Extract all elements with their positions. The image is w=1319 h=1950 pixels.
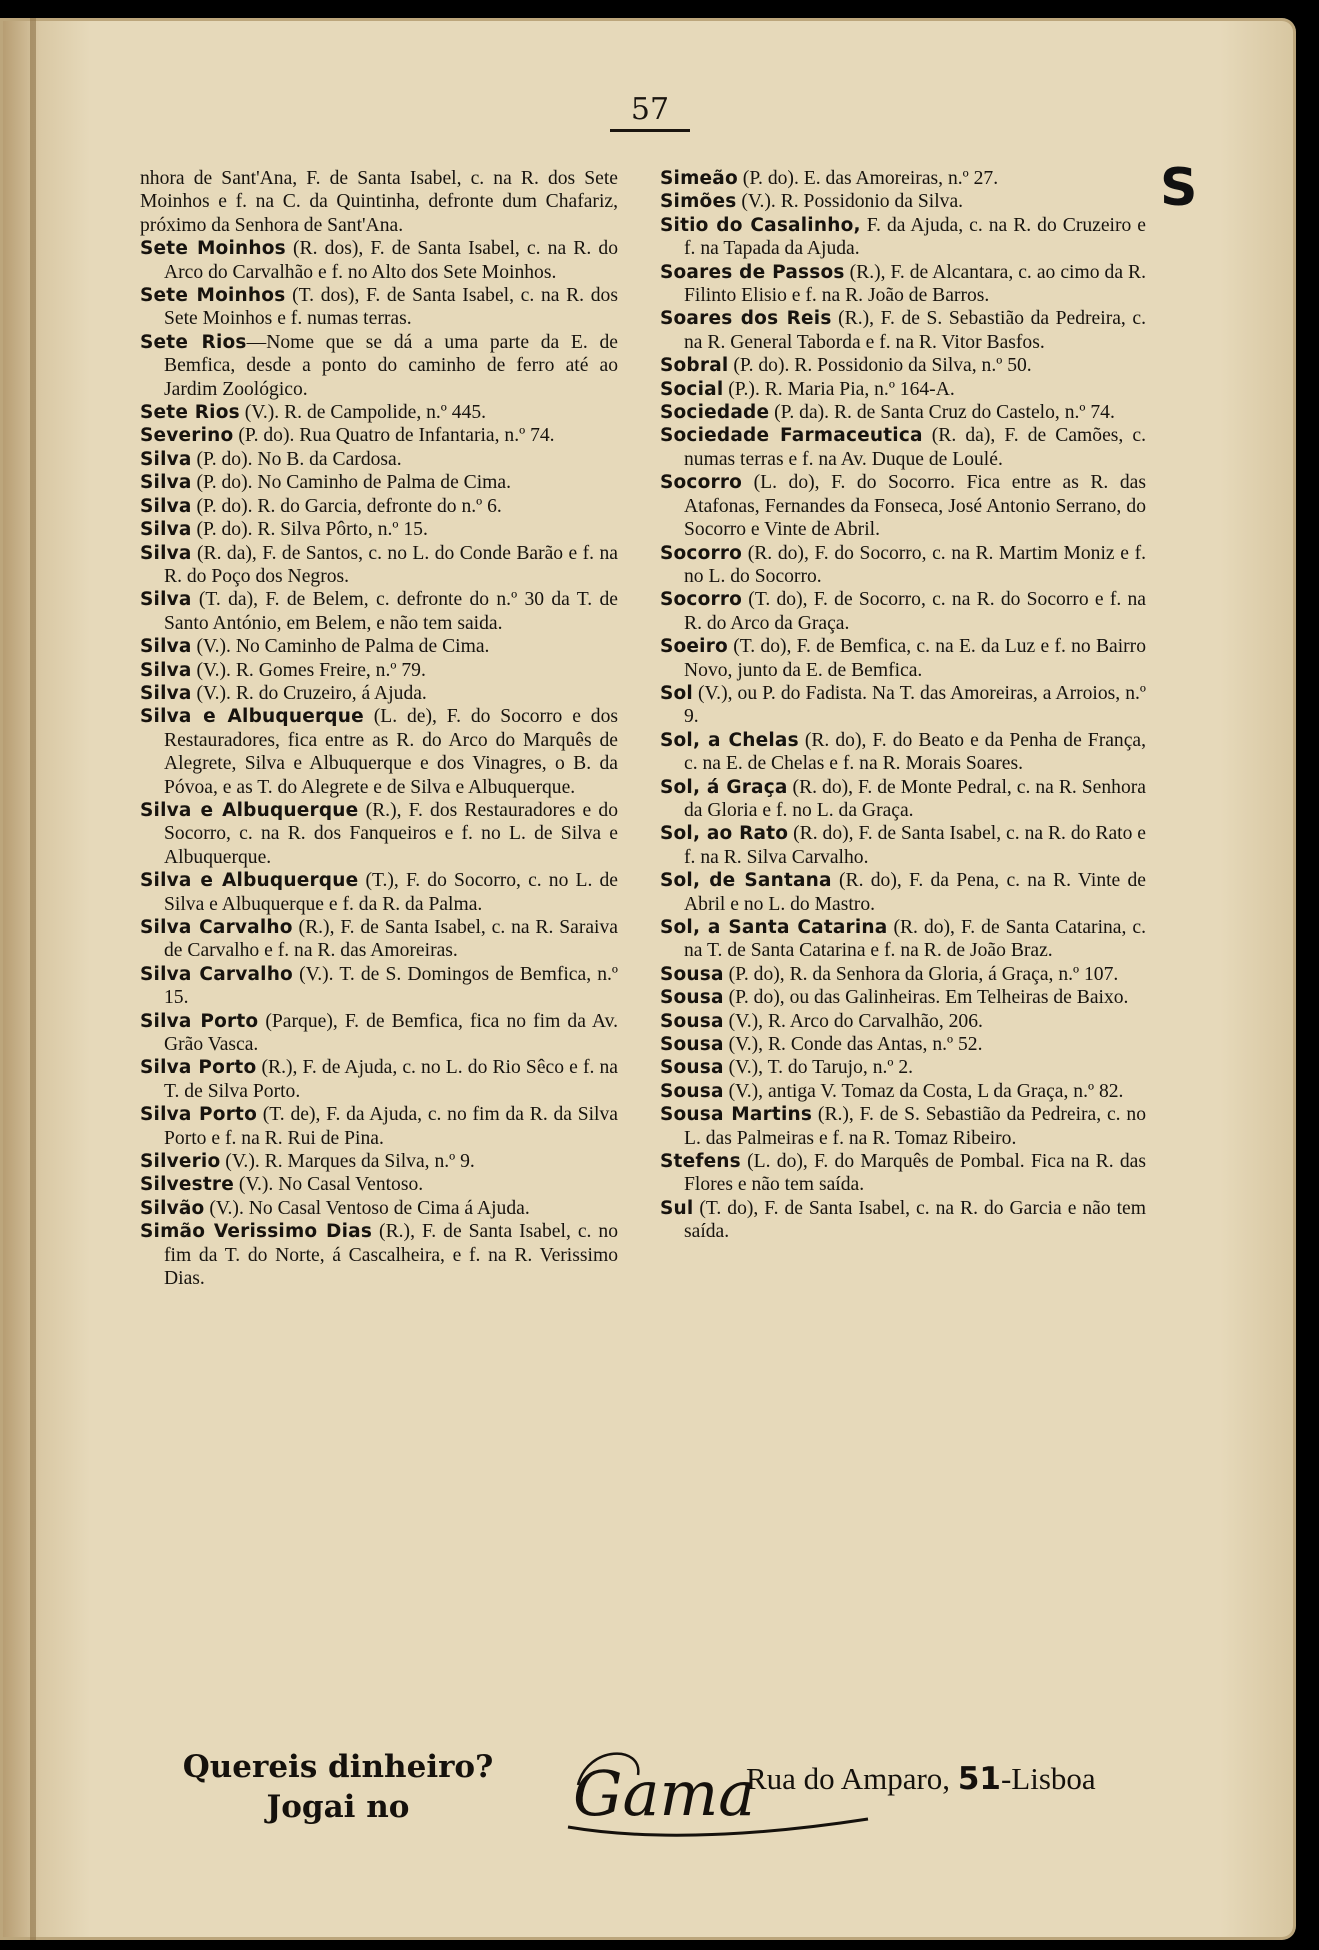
- entry-text: (V.). No Casal Ventoso.: [233, 1174, 424, 1196]
- entry-headword: Socorro: [660, 589, 743, 611]
- directory-entry: [140, 1010, 618, 1057]
- entry-headword: Sete Moinhos: [140, 238, 286, 260]
- entry-text: (R. do), F. de Monte Pedral, c. na R. Senhora da Gloria e f. no L. da Graça.: [684, 776, 1146, 821]
- directory-entry: [140, 916, 618, 963]
- address-city: -Lisboa: [1000, 1761, 1096, 1796]
- directory-entry: [660, 1080, 1146, 1103]
- directory-entry: [140, 588, 618, 635]
- directory-entry: [660, 214, 1146, 261]
- entry-headword: Sousa Martins: [660, 1104, 813, 1126]
- directory-entry: [660, 401, 1146, 424]
- directory-entry: [140, 542, 618, 589]
- directory-entry: [140, 1150, 618, 1173]
- entry-text: (P. do). R. Silva Pôrto, n.º 15.: [191, 519, 428, 541]
- entry-headword: Sousa: [660, 987, 724, 1009]
- page-fold: [30, 18, 36, 1940]
- entry-headword: Sousa: [660, 1034, 724, 1056]
- directory-entry: [140, 799, 618, 869]
- directory-entry: [660, 261, 1146, 308]
- entry-headword: Sitio do Casalinho,: [660, 214, 861, 236]
- address-number: 51: [957, 1761, 1001, 1797]
- entry-headword: Silva: [140, 682, 192, 704]
- entry-text: (V.), R. Arco do Carvalhão, 206.: [723, 1010, 983, 1032]
- entry-headword: Silva: [140, 448, 192, 470]
- entry-text: (V.), R. Conde das Antas, n.º 52.: [723, 1034, 983, 1056]
- directory-entry: [660, 986, 1146, 1009]
- entry-headword: Soares dos Reis: [660, 308, 832, 330]
- entry-text: (P. da). R. de Santa Cruz do Castelo, n.º 74.: [769, 402, 1115, 424]
- entry-text: (V.). T. de S. Domingos de Bemfica, n.º 15.: [164, 963, 618, 1009]
- directory-entry: [140, 448, 618, 471]
- entry-text: (T.), F. do Socorro, c. no L. de Silva e Albuquerque e f. da R. da Palma.: [164, 870, 618, 915]
- entry-text: (R. do), F. do Beato e da Penha de França, c. na E. de Chelas e f. na R. Morais Soares.: [684, 729, 1147, 775]
- entry-headword: Sol, a Chelas: [660, 729, 799, 751]
- directory-entry: [660, 471, 1146, 541]
- entry-text: (R. da), F. de Santos, c. no L. do Conde Barão e f. na R. do Poço dos Negros.: [164, 542, 618, 587]
- entry-headword: Silvestre: [140, 1174, 234, 1196]
- directory-entry: [140, 1103, 618, 1150]
- directory-entry: [660, 1150, 1146, 1197]
- entry-headword: Sousa: [660, 963, 724, 985]
- entry-headword: Sul: [660, 1197, 694, 1219]
- entry-text: (P. do). R. Possidonio da Silva, n.º 50.: [728, 355, 1032, 377]
- entry-headword: Simeão: [660, 168, 738, 189]
- entry-text: (R.), F. de Santa Isabel, c. na R. Saraiva de Carvalho e f. na R. das Amoreiras.: [164, 917, 618, 962]
- entry-text: (V.). R. Marques da Silva, n.º 9.: [220, 1151, 475, 1173]
- entry-headword: Sobral: [660, 355, 729, 377]
- directory-entry: [140, 705, 618, 799]
- directory-entry: [660, 1056, 1146, 1079]
- directory-entry: [140, 284, 618, 331]
- directory-entry: [660, 916, 1146, 963]
- directory-entry: [660, 354, 1146, 377]
- directory-entry: [660, 588, 1146, 635]
- directory-entry: [660, 1010, 1146, 1033]
- entry-headword: Soares de Passos: [660, 261, 845, 283]
- entry-text: (V.). No Caminho de Palma de Cima.: [191, 636, 490, 658]
- entry-headword: Sol, de Santana: [660, 870, 832, 892]
- entry-headword: Sousa: [660, 1057, 724, 1079]
- entry-headword: Silva e Albuquerque: [140, 706, 364, 728]
- directory-entry: [140, 167, 618, 237]
- entry-text: (R. do), F. da Pena, c. na R. Vinte de Abril e no L. do Mastro.: [684, 870, 1147, 915]
- directory-entry: [140, 495, 618, 518]
- entry-text: (T. do), F. de Bemfica, c. na E. da Luz e f. no Bairro Novo, junto da E. de Bemfica.: [684, 636, 1146, 681]
- entry-headword: Sete Moinhos: [140, 285, 286, 307]
- advert-line-1: Quereis dinheiro?: [182, 1749, 494, 1785]
- entry-text: (P. do). R. do Garcia, defronte do n.º 6.: [191, 495, 502, 517]
- entry-headword: Sol: [660, 682, 693, 704]
- entry-headword: Sousa: [660, 1010, 724, 1032]
- entry-text: (P. do). No Caminho de Palma de Cima.: [191, 472, 512, 494]
- entry-text: (T. da), F. de Belem, c. defronte do n.º 30 da T. de Santo António, em Belem, e não tem saida.: [164, 589, 618, 634]
- directory-entry: [140, 1197, 618, 1220]
- entry-headword: Sociedade Farmaceutica: [660, 425, 923, 447]
- entry-headword: Sete Rios: [140, 402, 240, 424]
- entry-text: (R.), F. de Ajuda, c. no L. do Rio Sêco e f. na T. de Silva Porto.: [164, 1057, 618, 1102]
- entry-text: (R.), F. dos Restauradores e do Socorro, c. na R. dos Fanqueiros e f. no L. de Silva e Albuquerque.: [164, 799, 618, 868]
- directory-entry: [140, 869, 618, 916]
- entry-headword: Silva Porto: [140, 1104, 257, 1126]
- directory-entry: [660, 1033, 1146, 1056]
- entry-text: (V.). R. Gomes Freire, n.º 79.: [191, 659, 426, 681]
- right-column: [660, 167, 1146, 1244]
- directory-entry: [660, 1103, 1146, 1150]
- directory-entry: [140, 1056, 618, 1103]
- entry-headword: Sociedade: [660, 402, 770, 424]
- directory-entry: [140, 331, 618, 401]
- entry-headword: Silva: [140, 519, 192, 541]
- entry-text: (L. do), F. do Marquês de Pombal. Fica na R. das Flores e não tem saída.: [684, 1151, 1146, 1196]
- directory-entry: [660, 378, 1146, 401]
- entry-text: (V.), ou P. do Fadista. Na T. das Amoreiras, a Arroios, n.º 9.: [684, 682, 1146, 728]
- directory-entry: [660, 682, 1146, 729]
- entry-headword: Social: [660, 378, 724, 400]
- directory-entry: [140, 1173, 618, 1196]
- entry-text: (R. do), F. do Socorro, c. na R. Martim Moniz e f. no L. do Socorro.: [684, 542, 1146, 587]
- entry-headword: Silva Porto: [140, 1010, 259, 1032]
- entry-text: (V.). No Casal Ventoso de Cima á Ajuda.: [204, 1197, 530, 1219]
- entry-headword: Silvão: [140, 1197, 205, 1219]
- entry-text: (R.), F. de S. Sebastião da Pedreira, c. na R. General Taborda e f. na R. Vitor Basfos.: [684, 308, 1146, 353]
- entry-text: —Nome que se dá a uma parte da E. de Bemfica, desde a ponto do caminho de ferro até ao Jardim Zoológico.: [164, 331, 618, 400]
- entry-headword: Simão Verissimo Dias: [140, 1221, 373, 1243]
- entry-text: (R.), F. de Santa Isabel, c. no fim da T. do Norte, á Cascalheira, e f. na R. Verissimo Dias.: [164, 1221, 618, 1290]
- entry-headword: Severino: [140, 425, 234, 447]
- entry-headword: Sol, á Graça: [660, 776, 788, 798]
- directory-entry: [660, 729, 1146, 776]
- entry-text: F. da Ajuda, c. na R. do Cruzeiro e f. na Tapada da Ajuda.: [684, 214, 1147, 260]
- entry-headword: Silva: [140, 636, 192, 658]
- entry-headword: Soeiro: [660, 636, 728, 658]
- advert-address: [746, 1761, 1166, 1797]
- entry-headword: Sol, a Santa Catarina: [660, 917, 888, 938]
- directory-entry: [140, 424, 618, 447]
- directory-entry: [660, 869, 1146, 916]
- entry-text: (V.). R. do Cruzeiro, á Ajuda.: [191, 682, 427, 704]
- entry-headword: Simões: [660, 191, 737, 213]
- entry-text: (P. do). No B. da Cardosa.: [191, 448, 402, 470]
- entry-headword: Silva Porto: [140, 1057, 257, 1079]
- entry-headword: Silva: [140, 472, 192, 494]
- entry-headword: Silva: [140, 495, 192, 517]
- entry-text: (P. do). Rua Quatro de Infantaria, n.º 74.: [233, 425, 555, 447]
- advert-slogan: [148, 1747, 528, 1827]
- entry-headword: Stefens: [660, 1151, 741, 1173]
- entry-headword: Silva: [140, 589, 192, 611]
- directory-entry: [140, 635, 618, 658]
- directory-entry: [660, 1197, 1146, 1244]
- advertisement: [148, 1735, 1158, 1855]
- entry-text: (P. do), ou das Galinheiras. Em Telheiras de Baixo.: [723, 987, 1129, 1009]
- advert-line-2: Jogai no: [266, 1789, 410, 1825]
- entry-text: (R. da), F. de Camões, c. numas terras e f. na Av. Duque de Loulé.: [684, 425, 1146, 470]
- page-number: 57: [610, 92, 690, 132]
- directory-entry: [660, 822, 1146, 869]
- entry-text: (R.), F. de S. Sebastião da Pedreira, c. no L. das Palmeiras e f. na R. Tomaz Ribeiro.: [684, 1104, 1147, 1149]
- directory-entry: [140, 237, 618, 284]
- entry-text: (R. do), F. de Santa Isabel, c. na R. do Rato e f. na R. Silva Carvalho.: [684, 823, 1146, 868]
- directory-entry: [660, 963, 1146, 986]
- directory-entry: [660, 190, 1146, 213]
- entry-text: (T. do), F. de Santa Isabel, c. na R. do Garcia e não tem saída.: [684, 1197, 1146, 1243]
- entry-headword: Silva Carvalho: [140, 963, 293, 985]
- directory-entry: [660, 424, 1146, 471]
- directory-entry: [140, 659, 618, 682]
- entry-text: (T. do), F. de Socorro, c. na R. do Socorro e f. na R. do Arco da Graça.: [684, 589, 1146, 634]
- logo-text: Gama: [573, 1757, 756, 1830]
- directory-entry: [140, 401, 618, 424]
- entry-headword: Silva: [140, 542, 192, 564]
- entry-text: (V.), antiga V. Tomaz da Costa, L da Graça, n.º 82.: [723, 1080, 1124, 1102]
- entry-text: (L. de), F. do Socorro e dos Restauradores, fica entre as R. do Arco do Marquês de Alegrete, Silva e Albuquerque e dos Vinagres, o B. da Póvoa, e as T. do Alegrete e de Silva e Albuquerque.: [164, 706, 618, 798]
- entry-text: (T. dos), F. de Santa Isabel, c. na R. dos Sete Moinhos e f. numas terras.: [164, 285, 618, 330]
- entry-text: nhora de Sant'Ana, F. de Santa Isabel, c. na R. dos Sete Moinhos e f. na C. da Quintinha, defronte dum Chafariz, próximo da Senhora de Sant'Ana.: [140, 168, 618, 236]
- entry-text: (P. do). E. das Amoreiras, n.º 27.: [737, 168, 999, 189]
- directory-entry: [660, 307, 1146, 354]
- directory-entry: [140, 471, 618, 494]
- entry-headword: Sousa: [660, 1080, 724, 1102]
- entry-text: (V.), T. do Tarujo, n.º 2.: [723, 1057, 914, 1079]
- directory-entry: [140, 682, 618, 705]
- entry-text: (V.). R. Possidonio da Silva.: [736, 191, 964, 213]
- entry-text: (R. dos), F. de Santa Isabel, c. na R. do Arco do Carvalhão e f. no Alto dos Sete Moinhos.: [164, 238, 618, 283]
- entry-headword: Silva Carvalho: [140, 917, 293, 938]
- entry-text: (P. do), R. da Senhora da Gloria, á Graça, n.º 107.: [723, 963, 1119, 985]
- directory-entry: [140, 963, 618, 1010]
- thumb-index-letter: S: [1160, 158, 1198, 218]
- entry-text: (Parque), F. de Bemfica, fica no fim da Av. Grão Vasca.: [164, 1010, 618, 1056]
- entry-text: (T. de), F. da Ajuda, c. no fim da R. da Silva Porto e f. na R. Rui de Pina.: [164, 1104, 618, 1149]
- entry-text: (V.). R. de Campolide, n.º 445.: [239, 402, 487, 424]
- entry-text: (P.). R. Maria Pia, n.º 164-A.: [723, 378, 955, 400]
- entry-headword: Silva e Albuquerque: [140, 799, 359, 821]
- directory-entry: [140, 518, 618, 541]
- address-street: Rua do Amparo,: [746, 1761, 951, 1796]
- entry-text: (L. do), F. do Socorro. Fica entre as R. das Atafonas, Fernandes da Fonseca, José Antonio Serrano, do Socorro e Vinte de Abril.: [684, 472, 1146, 541]
- entry-text: (R. do), F. de Santa Catarina, c. na T. de Santa Catarina e f. na R. de João Braz.: [684, 917, 1146, 962]
- entry-headword: Socorro: [660, 542, 743, 564]
- entry-headword: Silva e Albuquerque: [140, 870, 359, 892]
- directory-entry: [660, 635, 1146, 682]
- entry-headword: Sol, ao Rato: [660, 823, 789, 845]
- entry-headword: Silva: [140, 659, 192, 681]
- directory-entry: [140, 1220, 618, 1290]
- entry-headword: Silverio: [140, 1151, 221, 1173]
- left-column: [140, 167, 618, 1291]
- entry-headword: Sete Rios: [140, 331, 247, 353]
- directory-entry: [660, 776, 1146, 823]
- entry-text: (R.), F. de Alcantara, c. ao cimo da R. Filinto Elisio e f. na R. João de Barros.: [684, 261, 1146, 307]
- directory-entry: [660, 167, 1146, 190]
- entry-headword: Socorro: [660, 472, 743, 494]
- directory-entry: [660, 542, 1146, 589]
